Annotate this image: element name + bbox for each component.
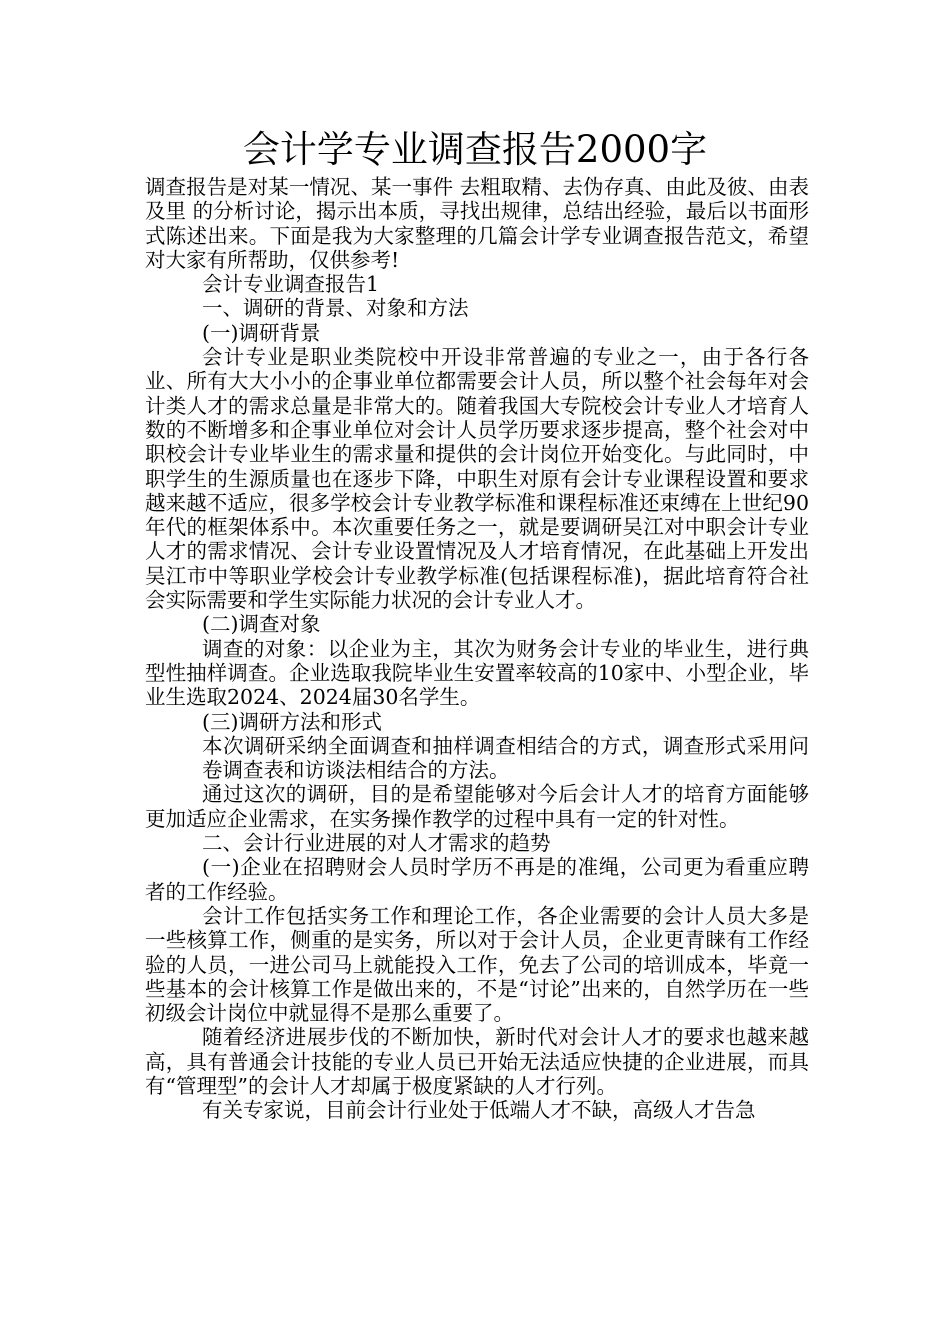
intro-paragraph: 调查报告是对某一情况、某一事件 去粗取精、去伪存真、由此及彼、由表及里 的分析讨论，揭示出本质，寻找出规律，总结出经验，最后以书面形式陈述出来。下面是我为大家整理的几篇会计学专业调查报告范文，希望对大家有所帮助，仅供参考! <box>145 175 809 272</box>
subsection-heading: (三)调研方法和形式 <box>202 709 382 734</box>
body-paragraph: 随着经济进展步伐的不断加快，新时代对会计人才的要求也越来越高，具有普通会计技能的专业人员已开始无法适应快捷的企业进展，而具有“管理型”的会计人才却属于极度紧缺的人才行列。 <box>145 1025 809 1098</box>
section-heading: 一、调研的背景、对象和方法 <box>202 296 469 321</box>
body-paragraph: 调查的对象：以企业为主，其次为财务会计专业的毕业生，进行典型性抽样调查。企业选取我院毕业生安置率较高的10家中、小型企业，毕业生选取2024、2024届30名学生。 <box>145 636 809 710</box>
body-paragraph: 会计工作包括实务工作和理论工作，各企业需要的会计人员大多是一些核算工作，侧重的是实务，所以对于会计人员，企业更青睐有工作经验的人员，一进公司马上就能投入工作，免去了公司的培训成本，毕竟一些基本的会计核算工作是做出来的，不是“讨论”出来的，自然学历在一些初级会计岗位中就显得不是那么重要了。 <box>145 903 809 1026</box>
body-paragraph: 有关专家说，目前会计行业处于低端人才不缺，高级人才告急 <box>202 1098 756 1123</box>
subsection-heading: (二)调查对象 <box>202 612 321 637</box>
body-paragraph: 会计专业是职业类院校中开设非常普遍的专业之一，由于各行各业、所有大大小小的企事业单位都需要会计人员，所以整个社会每年对会计类人才的需求总量是非常大的。随着我国大专院校会计专业人才培育人数的不断增多和企事业单位对会计人员学历要求逐步提高，整个社会对中职校会计专业毕业生的需求量和提供的会计岗位开始变化。与此同时，中职学生的生源质量也在逐步下降，中职生对原有会计专业课程设置和要求越来越不适应，很多学校会计专业教学标准和课程标准还束缚在上世纪90年代的框架体系中。本次重要任务之一，就是要调研吴江对中职会计专业人才的需求情况、会计专业设置情况及人才培育情况，在此基础上开发出吴江市中等职业学校会计专业教学标准(包括课程标准)，据此培育符合社会实际需要和学生实际能力状况的会计专业人才。 <box>145 345 809 613</box>
document-body <box>145 175 809 1123</box>
subsection-heading: (一)企业在招聘财会人员时学历不再是的准绳，公司更为看重应聘者的工作经验。 <box>145 855 809 904</box>
subsection-heading: (一)调研背景 <box>202 320 321 345</box>
document-title: 会计学专业调查报告2000字 <box>242 128 708 171</box>
report-heading: 会计专业调查报告1 <box>202 272 380 297</box>
body-paragraph: 通过这次的调研，目的是希望能够对今后会计人才的培育方面能够更加适应企业需求，在实务操作教学的过程中具有一定的针对性。 <box>145 782 809 831</box>
body-paragraph: 本次调研采纳全面调查和抽样调查相结合的方式，调查形式采用问卷调查表和访谈法相结合的方法。 <box>202 733 809 783</box>
section-heading: 二、会计行业进展的对人才需求的趋势 <box>202 831 551 856</box>
